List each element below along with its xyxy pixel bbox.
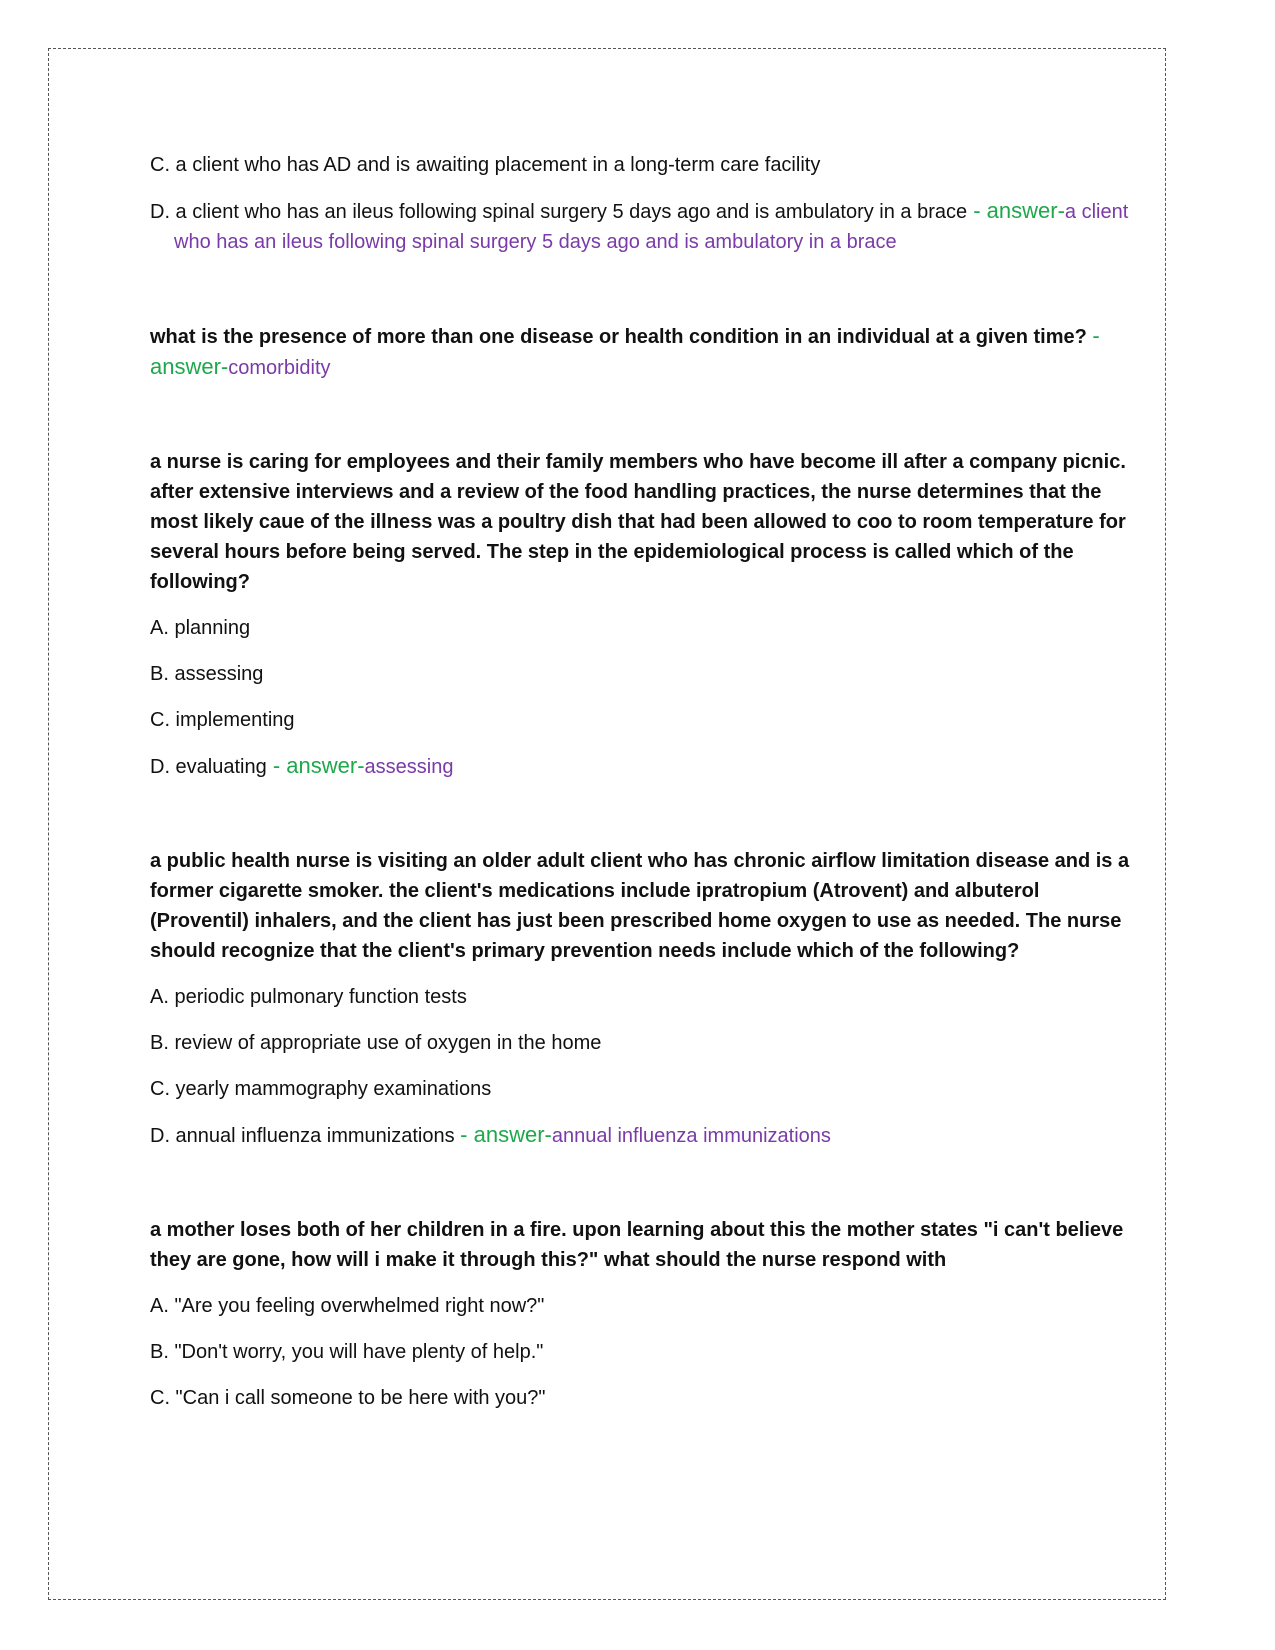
- block5-option-c: C. "Can i call someone to be here with you?": [150, 1387, 546, 1409]
- document-content: [150, 150, 1130, 1429]
- block1-option-d: [150, 196, 1130, 257]
- block3-question: a nurse is caring for employees and their family members who have become ill after a company picnic. after extensive interviews and a review of the food handling practices, the nurse determines that the most likely caue of the illness was a poultry dish that had been allowed to coo to room temperature for several hours before being served. The step in the epidemiological process is called which of the following?: [150, 451, 1126, 593]
- block4-answer: annual influenza immunizations: [551, 1125, 831, 1147]
- block3-option-b: B. assessing: [150, 663, 264, 685]
- block4-option-c: C. yearly mammography examinations: [150, 1078, 492, 1100]
- block3-option-d-text: D. evaluating: [150, 756, 267, 778]
- block5-option-b: B. "Don't worry, you will have plenty of help.": [150, 1341, 544, 1363]
- block4-answer-label: - answer-: [460, 1122, 552, 1147]
- block5-question: a mother loses both of her children in a fire. upon learning about this the mother states "i can't believe they are gone, how will i make it through this?" what should the nurse respond with: [150, 1219, 1124, 1271]
- block3-option-a: A. planning: [150, 617, 251, 639]
- block2-answer-label: - answer-: [150, 323, 1100, 379]
- block3-answer-label: - answer-: [266, 753, 365, 778]
- block2-answer: comorbidity: [228, 357, 331, 379]
- block5-option-a: A. "Are you feeling overwhelmed right now?": [150, 1295, 545, 1317]
- block4-option-b: B. review of appropriate use of oxygen in the home: [150, 1032, 602, 1054]
- block1-answer: a client who has an ileus following spinal surgery 5 days ago and is ambulatory in a brace: [174, 201, 1129, 253]
- block4-option-d-text: D. annual influenza immunizations: [150, 1125, 461, 1147]
- block1-answer-label: - answer-: [967, 198, 1065, 223]
- block1-option-c: C. a client who has AD and is awaiting placement in a long-term care facility: [150, 154, 821, 176]
- block4-question: a public health nurse is visiting an older adult client who has chronic airflow limitation disease and is a former cigarette smoker. the client's medications include ipratropium (Atrovent) and albuterol (Proventil) inhalers, and the client has just been prescribed home oxygen to use as needed. The nurse should recognize that the client's primary prevention needs include which of the following?: [150, 850, 1130, 962]
- block3-option-d: [150, 751, 1130, 782]
- block4-option-a: A. periodic pulmonary function tests: [150, 986, 467, 1008]
- block1-option-d-text: D. a client who has an ileus following spinal surgery 5 days ago and is ambulatory in a brace: [150, 201, 968, 223]
- block3-option-c: C. implementing: [150, 709, 295, 731]
- block2-question: [150, 321, 1130, 383]
- block4-option-d: [150, 1120, 1130, 1151]
- block3-answer: assessing: [364, 756, 454, 778]
- block2-question-text: what is the presence of more than one disease or health condition in an individual at a given time?: [150, 326, 1093, 348]
